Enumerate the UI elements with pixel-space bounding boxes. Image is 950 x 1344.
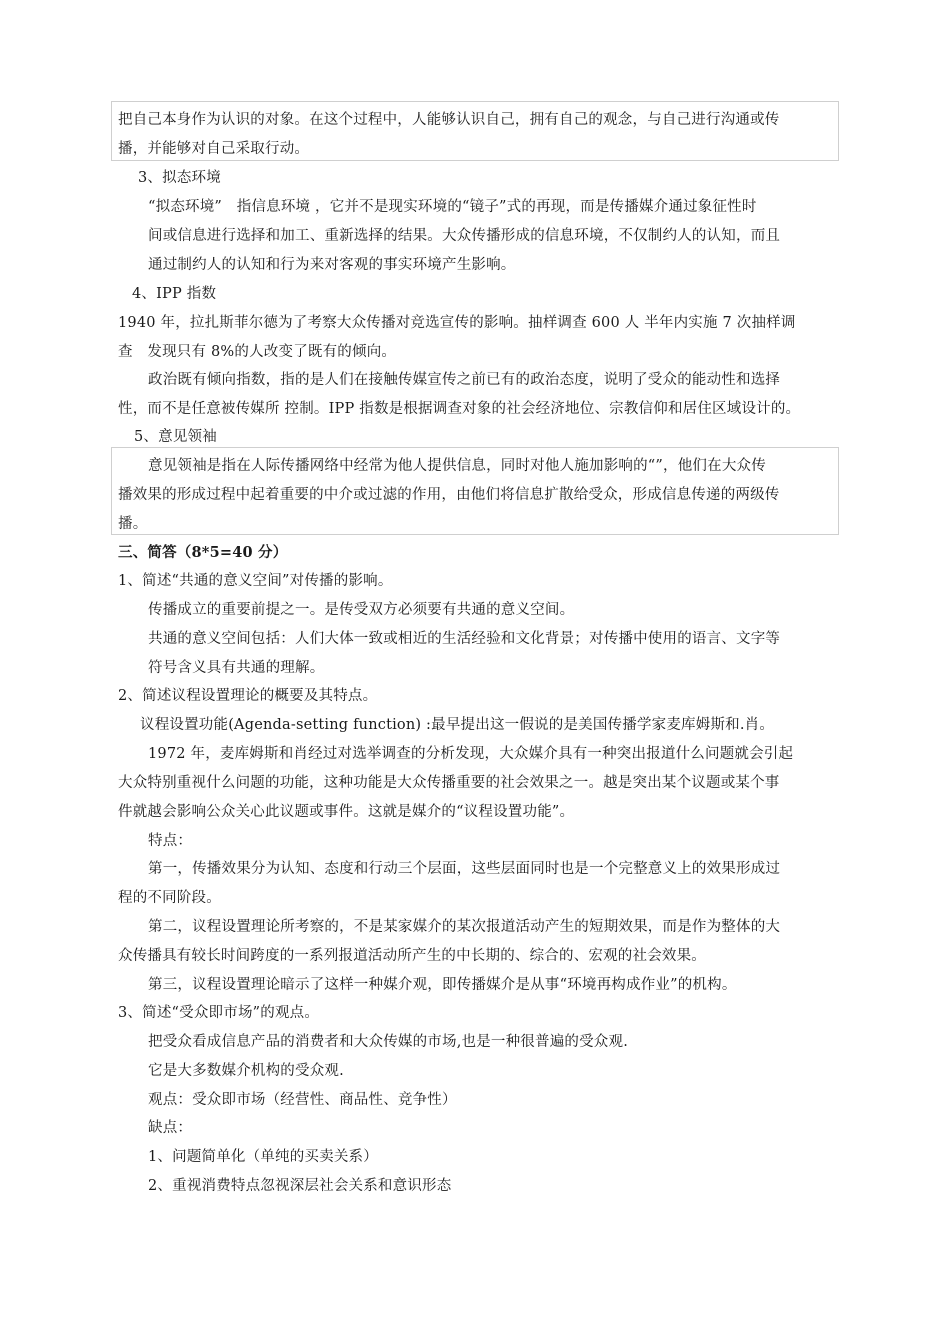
sec3-line-2: 间或信息进行选择和加工、重新选择的结果。大众传播形成的信息环境，不仅制约人的认知，而且: [148, 228, 781, 244]
sec5-line-1: 意见领袖是指在人际传播网络中经常为他人提供信息，同时对他人施加影响的“”，他们在大众传: [148, 458, 766, 474]
q2-line-2: 1972 年，麦库姆斯和肖经过对选举调查的分析发现，大众媒介具有一种突出报道什么问题就会引起: [148, 746, 794, 762]
part3-heading: 三、简答（8*5=40 分）: [118, 544, 288, 561]
q3-line-4: 缺点：: [148, 1120, 193, 1136]
box1-line-2: 播，并能够对自己采取行动。: [118, 141, 310, 157]
q2-title: 2、简述议程设置理论的概要及其特点。: [118, 688, 378, 704]
sec3-line-3: 通过制约人的认知和行为来对客观的事实环境产生影响。: [148, 257, 516, 273]
sec5-line-3: 播。: [118, 516, 148, 532]
sec4-heading: 4、IPP 指数: [132, 286, 217, 302]
sec3-line-1: “拟态环境” 指信息环境 ，它并不是现实环境的“镜子”式的再现，而是传播媒介通过象征性时: [148, 199, 757, 215]
sec5-line-2: 播效果的形成过程中起着重要的中介或过滤的作用，由他们将信息扩散给受众，形成信息传递的两级传: [118, 487, 780, 503]
sec5-heading: 5、意见领袖: [134, 429, 217, 445]
q2-line-4: 件就越会影响公众关心此议题或事件。这就是媒介的“议程设置功能”。: [118, 804, 575, 820]
q1-title: 1、简述“共通的意义空间”对传播的影响。: [118, 573, 393, 589]
q1-line-1: 传播成立的重要前提之一。是传受双方必须要有共通的意义空间。: [148, 602, 575, 618]
q3-line-1: 把受众看成信息产品的消费者和大众传媒的市场,也是一种很普遍的受众观.: [148, 1034, 629, 1050]
q2-line-6: 第一，传播效果分为认知、态度和行动三个层面，这些层面同时也是一个完整意义上的效果形成过: [148, 861, 781, 877]
q2-line-9: 众传播具有较长时间跨度的一系列报道活动所产生的中长期的、综合的、宏观的社会效果。: [118, 948, 706, 964]
q3-line-5: 1、问题简单化（单纯的买卖关系）: [148, 1149, 378, 1165]
q3-line-2: 它是大多数媒介机构的受众观.: [148, 1063, 344, 1079]
q2-line-8: 第二，议程设置理论所考察的，不是某家媒介的某次报道活动产生的短期效果，而是作为整体的大: [148, 919, 781, 935]
q3-line-6: 2、重视消费特点忽视深层社会关系和意识形态: [148, 1178, 452, 1194]
q1-line-2: 共通的意义空间包括：人们大体一致或相近的生活经验和文化背景；对传播中使用的语言、文字等: [148, 631, 781, 647]
q1-line-3: 符号含义具有共通的理解。: [148, 660, 325, 676]
q2-line-3: 大众特别重视什么问题的功能，这种功能是大众传播重要的社会效果之一。越是突出某个议题或某个事: [118, 775, 780, 791]
q3-line-3: 观点：受众即市场（经营性、商品性、竞争性）: [148, 1092, 457, 1108]
q2-line-5: 特点：: [148, 833, 193, 849]
q2-line-7: 程的不同阶段。: [118, 890, 221, 906]
sec4-line-2: 查 发现只有 8%的人改变了既有的倾向。: [118, 344, 397, 360]
q2-line-10: 第三，议程设置理论暗示了这样一种媒介观，即传播媒介是从事“环境再构成作业”的机构。: [148, 977, 737, 993]
sec4-line-3: 政治既有倾向指数，指的是人们在接触传媒宣传之前已有的政治态度，说明了受众的能动性和选择: [148, 372, 781, 388]
q3-title: 3、简述“受众即市场”的观点。: [118, 1005, 320, 1021]
q2-line-1: 议程设置功能(Agenda-setting function) :最早提出这一假说的是美国传播学家麦库姆斯和.肖。: [140, 717, 775, 733]
sec3-heading: 3、拟态环境: [138, 170, 221, 186]
sec4-line-1: 1940 年，拉扎斯菲尔德为了考察大众传播对竞选宣传的影响。抽样调查 600 人 半年内实施 7 次抽样调: [118, 315, 796, 331]
sec4-line-4: 性，而不是任意被传媒所 控制。IPP 指数是根据调查对象的社会经济地位、宗教信仰和居住区域设计的。: [118, 401, 801, 417]
box1-line-1: 把自己本身作为认识的对象。在这个过程中，人能够认识自己，拥有自己的观念，与自己进行沟通或传: [118, 112, 780, 128]
